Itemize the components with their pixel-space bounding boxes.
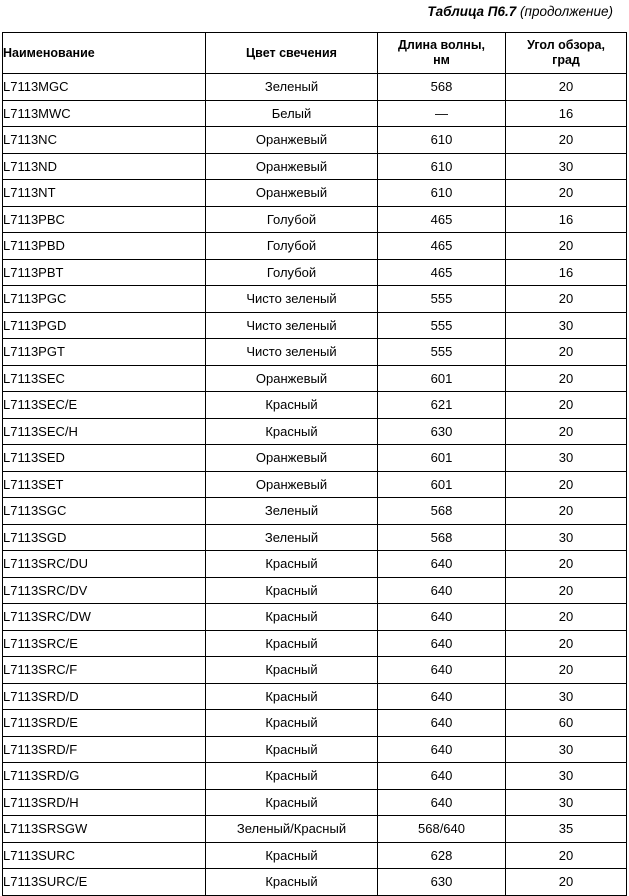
cell-angle: 20: [506, 339, 627, 366]
led-table: [2, 32, 627, 896]
cell-angle: 16: [506, 100, 627, 127]
cell-angle: 16: [506, 206, 627, 233]
cell-color: Чисто зеленый: [206, 286, 378, 313]
cell-color: Красный: [206, 551, 378, 578]
cell-color: Зеленый: [206, 524, 378, 551]
cell-wavelength: 640: [378, 630, 506, 657]
cell-angle: 30: [506, 683, 627, 710]
cell-wavelength: 640: [378, 710, 506, 737]
cell-angle: 20: [506, 127, 627, 154]
cell-name: L7113PBD: [3, 233, 206, 260]
cell-color: Зеленый: [206, 498, 378, 525]
table-row: [3, 842, 627, 869]
cell-angle: 20: [506, 577, 627, 604]
header-name: Наименование: [3, 33, 206, 74]
cell-angle: 20: [506, 392, 627, 419]
cell-wavelength: 630: [378, 869, 506, 896]
table-caption: [427, 4, 613, 19]
header-wavelength-line1: Длина волны,: [398, 38, 485, 52]
cell-angle: 30: [506, 789, 627, 816]
cell-angle: 20: [506, 365, 627, 392]
table-row: [3, 180, 627, 207]
cell-angle: 30: [506, 445, 627, 472]
cell-name: L7113PGD: [3, 312, 206, 339]
cell-name: L7113SET: [3, 471, 206, 498]
cell-angle: 20: [506, 180, 627, 207]
cell-name: L7113SEC/H: [3, 418, 206, 445]
cell-name: L7113PBT: [3, 259, 206, 286]
table-caption-label: Таблица П6.7: [427, 4, 517, 19]
header-angle-line2: град: [552, 53, 580, 67]
cell-wavelength: 640: [378, 763, 506, 790]
header-color: Цвет свечения: [206, 33, 378, 74]
cell-color: Красный: [206, 869, 378, 896]
cell-color: Белый: [206, 100, 378, 127]
cell-name: L7113SURC: [3, 842, 206, 869]
cell-name: L7113NT: [3, 180, 206, 207]
cell-wavelength: 465: [378, 206, 506, 233]
cell-color: Красный: [206, 710, 378, 737]
cell-wavelength: 640: [378, 789, 506, 816]
table-row: [3, 392, 627, 419]
header-wavelength-line2: нм: [433, 53, 450, 67]
cell-wavelength: 630: [378, 418, 506, 445]
cell-wavelength: 610: [378, 127, 506, 154]
cell-name: L7113SRD/E: [3, 710, 206, 737]
cell-name: L7113MWC: [3, 100, 206, 127]
cell-wavelength: 610: [378, 180, 506, 207]
cell-color: Оранжевый: [206, 365, 378, 392]
cell-wavelength: 640: [378, 551, 506, 578]
cell-wavelength: 640: [378, 736, 506, 763]
cell-wavelength: 628: [378, 842, 506, 869]
cell-wavelength: —: [378, 100, 506, 127]
cell-wavelength: 555: [378, 312, 506, 339]
cell-angle: 20: [506, 657, 627, 684]
cell-name: L7113SGC: [3, 498, 206, 525]
cell-name: L7113SED: [3, 445, 206, 472]
table-row: [3, 100, 627, 127]
cell-angle: 20: [506, 74, 627, 101]
table-row: [3, 259, 627, 286]
cell-color: Голубой: [206, 259, 378, 286]
cell-name: L7113SEC: [3, 365, 206, 392]
cell-wavelength: 568: [378, 498, 506, 525]
cell-wavelength: 601: [378, 471, 506, 498]
cell-color: Красный: [206, 736, 378, 763]
cell-wavelength: 640: [378, 683, 506, 710]
table-row: [3, 286, 627, 313]
cell-wavelength: 465: [378, 233, 506, 260]
table-row: [3, 816, 627, 843]
table-row: [3, 445, 627, 472]
cell-angle: 20: [506, 471, 627, 498]
table-row: [3, 789, 627, 816]
table-row: [3, 153, 627, 180]
cell-wavelength: 465: [378, 259, 506, 286]
table-row: [3, 683, 627, 710]
table-row: [3, 127, 627, 154]
cell-angle: 20: [506, 418, 627, 445]
cell-color: Красный: [206, 630, 378, 657]
cell-color: Оранжевый: [206, 153, 378, 180]
table-row: [3, 577, 627, 604]
table-row: [3, 312, 627, 339]
cell-name: L7113PGC: [3, 286, 206, 313]
cell-wavelength: 640: [378, 577, 506, 604]
cell-color: Красный: [206, 604, 378, 631]
cell-color: Красный: [206, 577, 378, 604]
cell-angle: 20: [506, 498, 627, 525]
cell-name: L7113SRC/DW: [3, 604, 206, 631]
cell-wavelength: 601: [378, 365, 506, 392]
table-row: [3, 365, 627, 392]
cell-angle: 30: [506, 763, 627, 790]
table-row: [3, 736, 627, 763]
cell-color: Красный: [206, 683, 378, 710]
cell-angle: 20: [506, 233, 627, 260]
header-angle-line1: Угол обзора,: [527, 38, 605, 52]
table-row: [3, 498, 627, 525]
cell-wavelength: 640: [378, 604, 506, 631]
table-row: [3, 339, 627, 366]
cell-wavelength: 568: [378, 74, 506, 101]
cell-color: Зеленый/Красный: [206, 816, 378, 843]
cell-color: Красный: [206, 392, 378, 419]
cell-name: L7113SRD/F: [3, 736, 206, 763]
table-row: [3, 763, 627, 790]
cell-name: L7113SRD/H: [3, 789, 206, 816]
cell-color: Чисто зеленый: [206, 339, 378, 366]
table-row: [3, 604, 627, 631]
cell-angle: 20: [506, 286, 627, 313]
cell-color: Чисто зеленый: [206, 312, 378, 339]
cell-angle: 30: [506, 524, 627, 551]
cell-name: L7113SRD/G: [3, 763, 206, 790]
cell-angle: 60: [506, 710, 627, 737]
cell-wavelength: 555: [378, 339, 506, 366]
cell-angle: 20: [506, 551, 627, 578]
cell-angle: 20: [506, 869, 627, 896]
table-row: [3, 524, 627, 551]
header-angle: [506, 33, 627, 74]
cell-name: L7113SRC/E: [3, 630, 206, 657]
cell-wavelength: 568/640: [378, 816, 506, 843]
cell-color: Оранжевый: [206, 127, 378, 154]
cell-angle: 30: [506, 153, 627, 180]
cell-color: Красный: [206, 657, 378, 684]
cell-name: L7113PBC: [3, 206, 206, 233]
cell-color: Голубой: [206, 206, 378, 233]
table-row: [3, 657, 627, 684]
cell-angle: 35: [506, 816, 627, 843]
table-row: [3, 710, 627, 737]
cell-wavelength: 555: [378, 286, 506, 313]
table-header-row: [3, 33, 627, 74]
cell-name: L7113SRC/DU: [3, 551, 206, 578]
table-row: [3, 233, 627, 260]
table-row: [3, 630, 627, 657]
cell-color: Красный: [206, 842, 378, 869]
cell-angle: 16: [506, 259, 627, 286]
cell-wavelength: 568: [378, 524, 506, 551]
cell-angle: 30: [506, 736, 627, 763]
cell-color: Красный: [206, 418, 378, 445]
header-wavelength: [378, 33, 506, 74]
cell-name: L7113SEC/E: [3, 392, 206, 419]
cell-color: Красный: [206, 763, 378, 790]
cell-name: L7113SRC/F: [3, 657, 206, 684]
table-row: [3, 551, 627, 578]
cell-wavelength: 601: [378, 445, 506, 472]
table-row: [3, 206, 627, 233]
cell-name: L7113ND: [3, 153, 206, 180]
cell-angle: 30: [506, 312, 627, 339]
cell-name: L7113SRD/D: [3, 683, 206, 710]
cell-wavelength: 621: [378, 392, 506, 419]
cell-wavelength: 640: [378, 657, 506, 684]
table-row: [3, 869, 627, 896]
cell-name: L7113SGD: [3, 524, 206, 551]
cell-angle: 20: [506, 630, 627, 657]
cell-color: Оранжевый: [206, 471, 378, 498]
cell-name: L7113SRSGW: [3, 816, 206, 843]
cell-name: L7113SURC/E: [3, 869, 206, 896]
table-row: [3, 418, 627, 445]
cell-wavelength: 610: [378, 153, 506, 180]
table-row: [3, 471, 627, 498]
cell-color: Оранжевый: [206, 445, 378, 472]
cell-name: L7113PGT: [3, 339, 206, 366]
cell-angle: 20: [506, 842, 627, 869]
cell-color: Зеленый: [206, 74, 378, 101]
cell-name: L7113MGC: [3, 74, 206, 101]
cell-angle: 20: [506, 604, 627, 631]
cell-color: Оранжевый: [206, 180, 378, 207]
table-row: [3, 74, 627, 101]
table-body: [3, 74, 627, 896]
cell-name: L7113NC: [3, 127, 206, 154]
table-caption-continuation: (продолжение): [520, 4, 613, 19]
cell-color: Красный: [206, 789, 378, 816]
cell-name: L7113SRC/DV: [3, 577, 206, 604]
cell-color: Голубой: [206, 233, 378, 260]
